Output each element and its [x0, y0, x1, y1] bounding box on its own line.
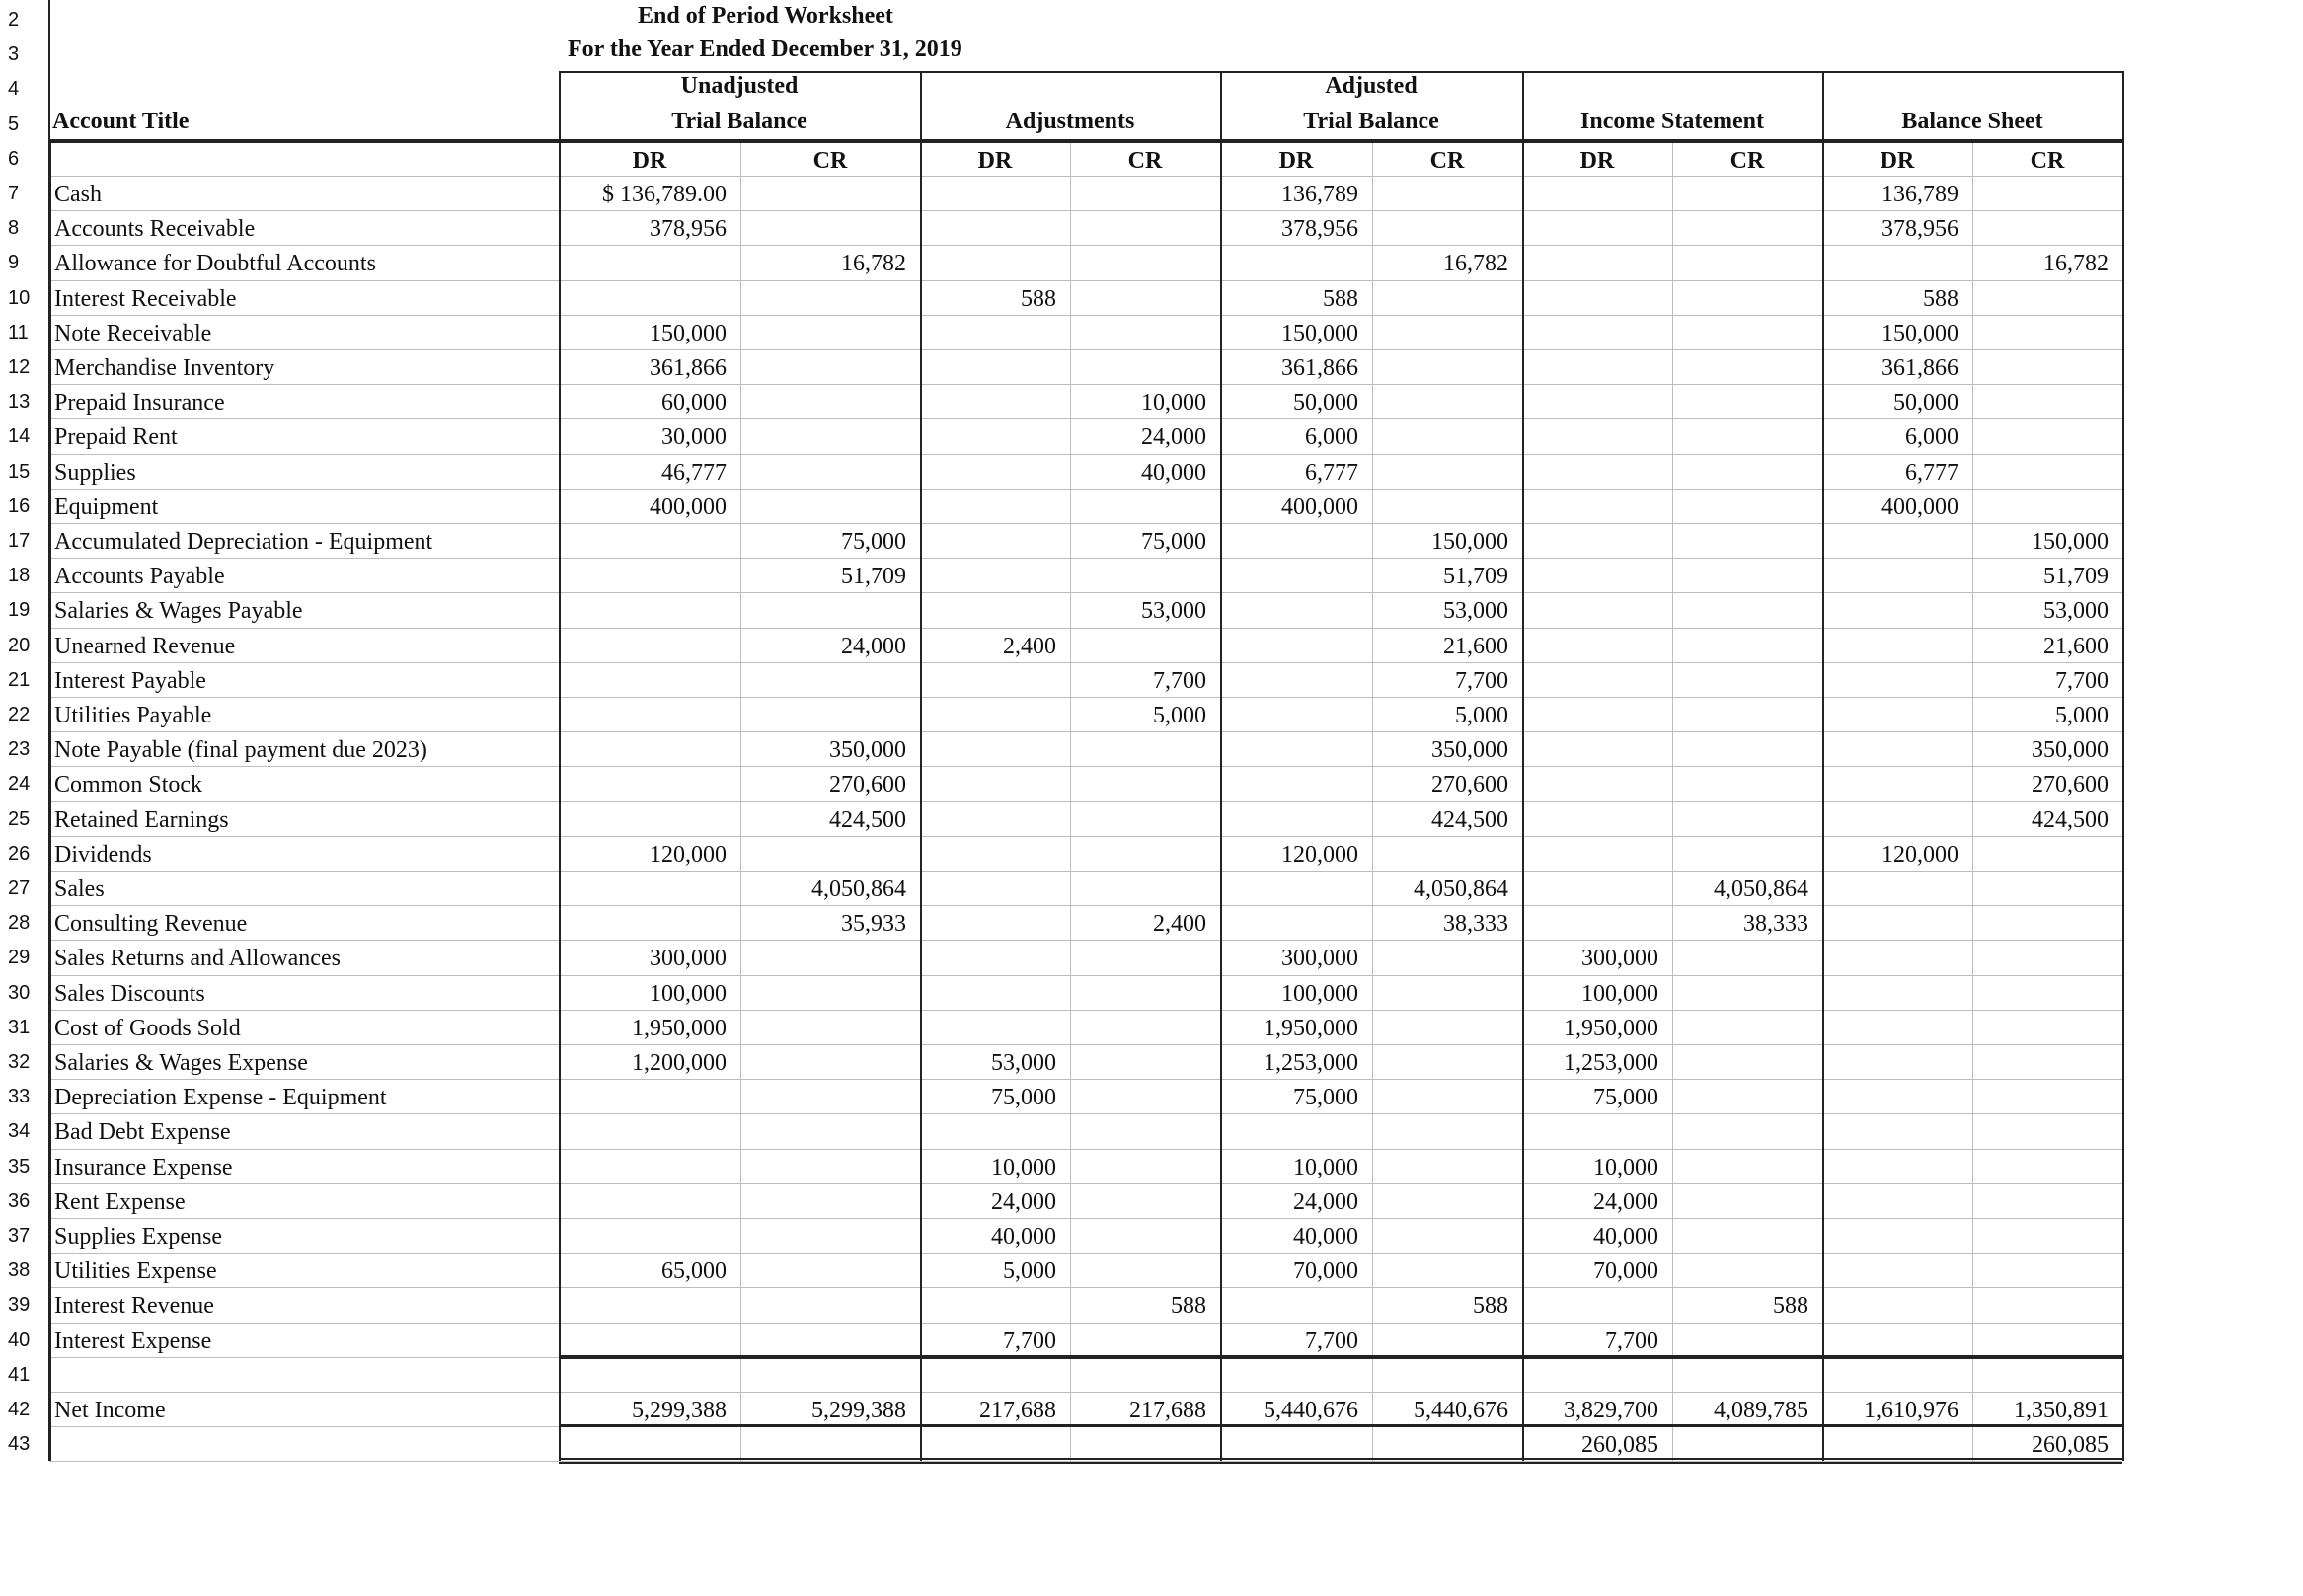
account-title-cell: Equipment	[54, 494, 159, 519]
row-number: 4	[8, 79, 20, 100]
cr-column-header: CR	[1429, 148, 1465, 173]
worksheet-period: For the Year Ended December 31, 2019	[568, 38, 962, 61]
row-gridline	[49, 418, 2122, 419]
row-number: 34	[8, 1121, 31, 1142]
amount-cell: 400,000	[1281, 494, 1358, 519]
amount-cell: 70,000	[1293, 1259, 1358, 1284]
row-gridline	[49, 210, 2122, 211]
amount-cell: 24,000	[991, 1189, 1056, 1214]
worksheet-title: End of Period Worksheet	[638, 4, 893, 28]
row-gridline	[49, 1287, 2122, 1288]
row-number: 14	[8, 426, 31, 447]
amount-cell: 40,000	[1141, 460, 1206, 485]
row-number: 15	[8, 461, 31, 482]
amount-cell: 7,700	[1605, 1329, 1658, 1353]
account-title-cell: Prepaid Insurance	[54, 391, 225, 416]
row-gridline	[49, 592, 2122, 593]
row-gridline	[49, 1010, 2122, 1011]
column-border	[2122, 71, 2124, 1461]
amount-cell: 75,000	[991, 1086, 1056, 1110]
amount-cell: 588	[1171, 1294, 1206, 1319]
final-double-border-bottom	[559, 1462, 2122, 1464]
amount-cell: 424,500	[829, 807, 906, 832]
net-income-cell: 260,085	[2032, 1433, 2109, 1458]
row-number: 28	[8, 913, 31, 934]
total-cell: 1,350,891	[2014, 1399, 2109, 1422]
amount-cell: 100,000	[650, 981, 727, 1006]
row-gridline	[49, 1323, 2122, 1324]
amount-cell: 30,000	[661, 425, 727, 450]
amount-cell: 588	[1021, 286, 1056, 311]
account-title-cell: Prepaid Rent	[54, 425, 178, 450]
account-title-cell: Accounts Payable	[54, 565, 225, 589]
row-gridline	[49, 836, 2122, 837]
amount-cell: 1,950,000	[632, 1016, 727, 1040]
account-title-cell: Interest Expense	[54, 1329, 212, 1353]
total-cell: 1,610,976	[1864, 1399, 1958, 1422]
row-gridline	[49, 1253, 2122, 1254]
row-gridline	[49, 489, 2122, 490]
row-number: 8	[8, 218, 20, 239]
row-gridline	[49, 905, 2122, 906]
row-gridline	[49, 176, 2122, 177]
amount-cell: 10,000	[991, 1155, 1056, 1179]
amount-cell: 5,000	[1153, 704, 1206, 727]
account-title-cell: Cost of Goods Sold	[54, 1016, 241, 1040]
row-number: 25	[8, 808, 31, 829]
dr-column-header: DR	[977, 148, 1013, 173]
amount-cell: 378,956	[1881, 217, 1958, 242]
account-title-cell: Utilities Payable	[54, 704, 212, 727]
row-number: 21	[8, 669, 31, 690]
account-title-cell: Supplies Expense	[54, 1225, 222, 1249]
amount-cell: 6,000	[1305, 425, 1358, 450]
amount-cell: 378,956	[1281, 217, 1358, 242]
amount-cell: 10,000	[1593, 1155, 1658, 1179]
account-title-cell: Sales	[54, 877, 105, 901]
row-number: 37	[8, 1226, 31, 1246]
row-number: 36	[8, 1190, 31, 1211]
amount-cell: 16,782	[1443, 252, 1508, 276]
row-number: 26	[8, 843, 31, 864]
amount-cell: $ 136,789.00	[602, 183, 727, 206]
amount-cell: 2,400	[1003, 634, 1056, 658]
total-cell: 5,299,388	[632, 1399, 727, 1422]
amount-cell: 378,956	[650, 217, 727, 242]
row-gridline	[49, 731, 2122, 732]
total-cell: 3,829,700	[1564, 1399, 1658, 1422]
row-gridline	[49, 1079, 2122, 1080]
amount-cell: 35,933	[841, 912, 906, 937]
account-title-cell: Sales Returns and Allowances	[54, 947, 341, 971]
amount-cell: 38,333	[1443, 912, 1508, 937]
amount-cell: 7,700	[2055, 668, 2109, 693]
row-number: 23	[8, 739, 31, 760]
amount-cell: 424,500	[1431, 807, 1508, 832]
cr-column-header: CR	[2030, 148, 2065, 173]
account-title-cell: Salaries & Wages Expense	[54, 1051, 308, 1075]
amount-cell: 2,400	[1153, 912, 1206, 937]
amount-cell: 120,000	[1281, 842, 1358, 867]
amount-cell: 588	[1323, 286, 1358, 311]
amount-cell: 6,777	[1305, 460, 1358, 485]
amount-cell: 150,000	[1431, 530, 1508, 554]
account-title-cell: Bad Debt Expense	[54, 1120, 231, 1145]
dr-column-header: DR	[1278, 148, 1314, 173]
row-number: 16	[8, 495, 31, 516]
amount-cell: 100,000	[1281, 981, 1358, 1006]
amount-cell: 51,709	[841, 565, 906, 589]
row-number: 6	[8, 148, 20, 169]
row-number: 24	[8, 774, 31, 795]
amount-cell: 53,000	[2043, 599, 2109, 624]
row-number: 5	[8, 114, 20, 134]
row-number: 39	[8, 1295, 31, 1316]
dr-column-header: DR	[1579, 148, 1615, 173]
amount-cell: 51,709	[2043, 565, 2109, 589]
row-gridline	[49, 801, 2122, 802]
total-cell: 5,440,676	[1264, 1399, 1358, 1422]
row-number: 10	[8, 287, 31, 308]
amount-cell: 10,000	[1141, 391, 1206, 416]
amount-cell: 24,000	[841, 634, 906, 658]
row-gridline	[49, 1044, 2122, 1045]
amount-cell: 136,789	[1881, 183, 1958, 206]
cr-column-header: CR	[812, 148, 848, 173]
row-gridline	[49, 1183, 2122, 1184]
row-number: 43	[8, 1434, 31, 1455]
account-title-cell: Interest Payable	[54, 668, 206, 693]
amount-cell: 24,000	[1141, 425, 1206, 450]
account-title-cell: Allowance for Doubtful Accounts	[54, 252, 376, 276]
amount-cell: 7,700	[1305, 1329, 1358, 1353]
account-title-cell: Insurance Expense	[54, 1155, 233, 1179]
amount-cell: 24,000	[1593, 1189, 1658, 1214]
amount-cell: 40,000	[1293, 1225, 1358, 1249]
amount-cell: 40,000	[991, 1225, 1056, 1249]
amount-cell: 361,866	[1281, 356, 1358, 380]
row-gridline	[49, 1218, 2122, 1219]
dr-column-header: DR	[1880, 148, 1915, 173]
amount-cell: 75,000	[1293, 1086, 1358, 1110]
amount-cell: 5,000	[1003, 1259, 1056, 1284]
row-gridline	[49, 662, 2122, 663]
amount-cell: 53,000	[1443, 599, 1508, 624]
amount-cell: 10,000	[1293, 1155, 1358, 1179]
row-number: 20	[8, 635, 31, 655]
account-title-cell: Sales Discounts	[54, 981, 205, 1006]
row-number: 38	[8, 1260, 31, 1281]
amount-cell: 270,600	[1431, 773, 1508, 798]
amount-cell: 588	[1923, 286, 1958, 311]
account-title-cell: Merchandise Inventory	[54, 356, 275, 380]
row-gridline	[49, 558, 2122, 559]
column-border	[740, 141, 741, 1462]
account-title-cell: Unearned Revenue	[54, 634, 236, 658]
amount-cell: 6,777	[1905, 460, 1958, 485]
total-cell: 217,688	[1129, 1399, 1206, 1422]
amount-cell: 4,050,864	[811, 877, 906, 901]
amount-cell: 46,777	[661, 460, 727, 485]
account-title-cell: Interest Revenue	[54, 1294, 214, 1319]
account-title-cell: Salaries & Wages Payable	[54, 599, 303, 624]
row-number: 11	[8, 322, 29, 342]
column-border	[1522, 71, 1524, 1461]
amount-cell: 120,000	[1881, 842, 1958, 867]
account-title-cell: Supplies	[54, 460, 136, 485]
row-number: 22	[8, 705, 31, 724]
row-gridline	[49, 280, 2122, 281]
row-number: 35	[8, 1156, 31, 1177]
adjusted-header-line2: Trial Balance	[1303, 110, 1439, 133]
row-number: 12	[8, 357, 31, 377]
column-border	[1672, 141, 1673, 1462]
amount-cell: 361,866	[1881, 356, 1958, 380]
row-number: 40	[8, 1330, 31, 1350]
amount-cell: 16,782	[2043, 252, 2109, 276]
account-title-header: Account Title	[52, 110, 190, 133]
row-gridline	[49, 523, 2122, 524]
header-top-border	[559, 71, 2122, 73]
amount-cell: 300,000	[1281, 947, 1358, 971]
amount-cell: 270,600	[829, 773, 906, 798]
amount-cell: 21,600	[2043, 634, 2109, 658]
amount-cell: 150,000	[1881, 321, 1958, 345]
row-number: 32	[8, 1052, 31, 1072]
total-cell: 5,299,388	[811, 1399, 906, 1422]
amount-cell: 51,709	[1443, 565, 1508, 589]
amount-cell: 150,000	[1281, 321, 1358, 345]
amount-cell: 16,782	[841, 252, 906, 276]
net-income-thick-border	[559, 1424, 2122, 1427]
total-cell: 5,440,676	[1414, 1399, 1508, 1422]
row-gridline	[49, 940, 2122, 941]
cr-column-header: CR	[1729, 148, 1765, 173]
amount-cell: 50,000	[1893, 391, 1958, 416]
amount-cell: 588	[1773, 1294, 1808, 1319]
column-border	[1372, 141, 1373, 1462]
row-gridline	[49, 871, 2122, 872]
column-border	[559, 71, 561, 1461]
row-gridline	[49, 1149, 2122, 1150]
amount-cell: 588	[1473, 1294, 1508, 1319]
account-title-cell: Note Receivable	[54, 321, 212, 345]
account-title-cell: Common Stock	[54, 773, 203, 798]
account-title-cell: Retained Earnings	[54, 807, 229, 832]
amount-cell: 300,000	[1581, 947, 1658, 971]
row-gridline	[49, 1113, 2122, 1114]
final-double-border-top	[559, 1458, 2122, 1460]
amount-cell: 400,000	[1881, 494, 1958, 519]
unadjusted-header-line1: Unadjusted	[680, 74, 799, 98]
balance-sheet-header: Balance Sheet	[1901, 110, 2043, 133]
amount-cell: 6,000	[1905, 425, 1958, 450]
header-bottom-thick-border	[49, 139, 2122, 143]
amount-cell: 60,000	[661, 391, 727, 416]
row-number: 27	[8, 878, 31, 898]
row-gridline	[49, 1392, 2122, 1393]
amount-cell: 70,000	[1593, 1259, 1658, 1284]
row-gridline	[49, 975, 2122, 976]
row-number: 30	[8, 982, 31, 1003]
totals-thick-border	[559, 1355, 2122, 1359]
row-number: 29	[8, 948, 31, 968]
row-gridline	[49, 245, 2122, 246]
amount-cell: 4,050,864	[1414, 877, 1508, 901]
amount-cell: 150,000	[2032, 530, 2109, 554]
amount-cell: 7,700	[1153, 668, 1206, 693]
total-cell: 4,089,785	[1714, 1399, 1808, 1422]
account-title-cell: Rent Expense	[54, 1189, 186, 1214]
amount-cell: 120,000	[650, 842, 727, 867]
row-number: 17	[8, 531, 31, 551]
adjusted-header-line1: Adjusted	[1325, 74, 1418, 98]
amount-cell: 7,700	[1003, 1329, 1056, 1353]
column-border	[1972, 141, 1973, 1462]
amount-cell: 1,950,000	[1564, 1016, 1658, 1040]
row-gridline	[49, 628, 2122, 629]
amount-cell: 50,000	[1293, 391, 1358, 416]
row-number: 19	[8, 600, 31, 621]
amount-cell: 65,000	[661, 1259, 727, 1284]
amount-cell: 1,253,000	[1564, 1051, 1658, 1075]
row-gridline	[49, 697, 2122, 698]
account-title-cell: Cash	[54, 183, 102, 206]
amount-cell: 53,000	[991, 1051, 1056, 1075]
column-border	[1070, 141, 1071, 1462]
amount-cell: 40,000	[1593, 1225, 1658, 1249]
amount-cell: 75,000	[841, 530, 906, 554]
amount-cell: 100,000	[1581, 981, 1658, 1006]
account-title-cell: Accumulated Depreciation - Equipment	[54, 530, 433, 554]
account-title-cell: Interest Receivable	[54, 286, 237, 311]
amount-cell: 350,000	[829, 738, 906, 763]
row-number: 33	[8, 1087, 31, 1107]
amount-cell: 1,200,000	[632, 1051, 727, 1075]
row-gridline	[49, 766, 2122, 767]
amount-cell: 53,000	[1141, 599, 1206, 624]
row-number: 3	[8, 44, 20, 65]
row-gridline	[49, 384, 2122, 385]
amount-cell: 400,000	[650, 494, 727, 519]
amount-cell: 350,000	[1431, 738, 1508, 763]
amount-cell: 136,789	[1281, 183, 1358, 206]
adjustments-header: Adjustments	[1005, 110, 1135, 133]
amount-cell: 24,000	[1293, 1189, 1358, 1214]
account-title-cell: Dividends	[54, 842, 152, 867]
column-border	[1822, 71, 1824, 1461]
amount-cell: 38,333	[1743, 912, 1808, 937]
cr-column-header: CR	[1127, 148, 1163, 173]
row-number: 41	[8, 1364, 31, 1385]
row-number: 42	[8, 1400, 31, 1419]
row-gridline	[49, 315, 2122, 316]
amount-cell: 424,500	[2032, 807, 2109, 832]
account-title-cell: Depreciation Expense - Equipment	[54, 1086, 387, 1110]
net-income-cell: 260,085	[1581, 1433, 1658, 1458]
account-title-cell: Note Payable (final payment due 2023)	[54, 738, 427, 763]
row-gridline	[49, 454, 2122, 455]
row-gridline	[49, 349, 2122, 350]
row-number: 18	[8, 566, 31, 586]
amount-cell: 21,600	[1443, 634, 1508, 658]
account-title-cell: Utilities Expense	[54, 1259, 217, 1284]
amount-cell: 1,253,000	[1264, 1051, 1358, 1075]
column-border	[920, 71, 922, 1461]
amount-cell: 5,000	[1455, 704, 1508, 727]
amount-cell: 270,600	[2032, 773, 2109, 798]
row-number: 9	[8, 253, 20, 273]
account-title-cell: Accounts Receivable	[54, 217, 256, 242]
amount-cell: 300,000	[650, 947, 727, 971]
unadjusted-header-line2: Trial Balance	[671, 110, 807, 133]
row-number: 2	[8, 10, 20, 30]
amount-cell: 350,000	[2032, 738, 2109, 763]
amount-cell: 75,000	[1141, 530, 1206, 554]
net-income-label: Net Income	[54, 1399, 166, 1422]
account-title-cell: Consulting Revenue	[54, 912, 248, 937]
column-border	[1220, 71, 1222, 1461]
dr-column-header: DR	[632, 148, 667, 173]
amount-cell: 7,700	[1455, 668, 1508, 693]
amount-cell: 361,866	[650, 356, 727, 380]
row-number: 13	[8, 392, 31, 413]
amount-cell: 75,000	[1593, 1086, 1658, 1110]
total-cell: 217,688	[979, 1399, 1056, 1422]
amount-cell: 4,050,864	[1714, 877, 1808, 901]
row-number: 7	[8, 184, 20, 203]
amount-cell: 150,000	[650, 321, 727, 345]
amount-cell: 5,000	[2055, 704, 2109, 727]
income-statement-header: Income Statement	[1580, 110, 1764, 133]
amount-cell: 1,950,000	[1264, 1016, 1358, 1040]
row-number: 31	[8, 1017, 31, 1037]
